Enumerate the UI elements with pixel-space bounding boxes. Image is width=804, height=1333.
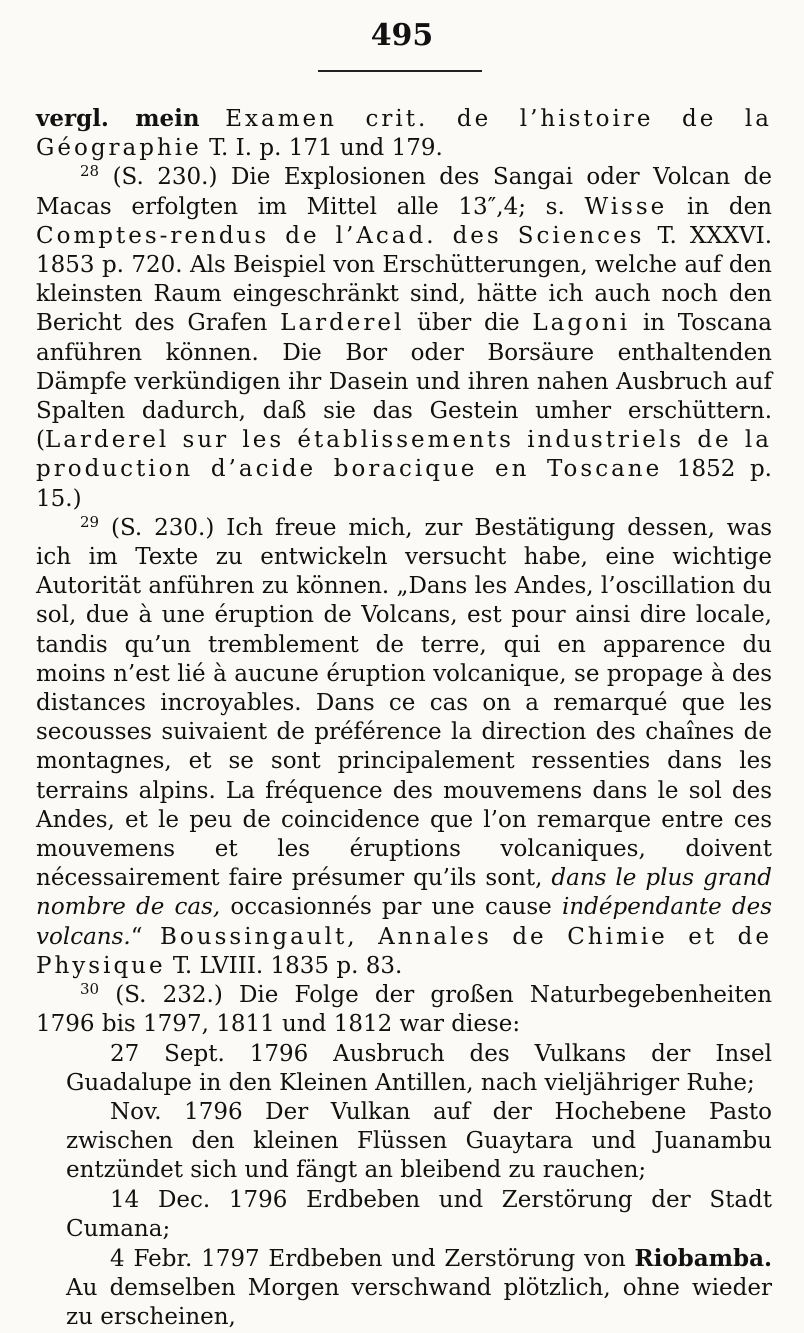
header-rule xyxy=(318,70,482,72)
footnote-number: 28 xyxy=(80,162,100,181)
list-item: 27 Sept. 1796 Ausbruch des Vulkans der Insel Guadalupe in den Kleinen Antillen, nach vieljähriger Ruhe; xyxy=(66,1040,772,1096)
footnote-number: 30 xyxy=(80,980,100,999)
footnote-29: $^{29}$ (S. 230.) Ich freue mich, zur Bestätigung dessen, was ich im Texte zu entwickeln versucht habe, eine wichtige Autorität anführen zu können. „Dans les Andes, l’oscillation du sol, due à une éruption de Volcans, est pour ainsi dire locale, tandis qu’un tremblement de terre, qui en apparence du moins n’est lié à aucune éruption volcanique, se propage à des distances incroyables. Dans ce cas on a remarqué que les secousses suivaient de préférence la direction des chaînes de montagnes, et se sont principalement ressenties dans les terrains alpins. La fréquence des mouvemens dans le sol des Andes, et le peu de coincidence que l’on remarque entre ces mouvemens et les éruptions volcaniques, doivent nécessairement faire présumer qu’ils sont, dans le plus grand nombre de cas, occasionnés par une cause indépendante des volcans.“ Boussingault, Annales de Chimie et de Physique T. LVIII. 1835 p. 83. xyxy=(36,512,773,979)
footnote-28: $^{28}$ (S. 230.) Die Explosionen des Sangai oder Volcan de Macas erfolgten im Mittel alle 13″,4; s. Wisse in den Comptes-rendus de l’Acad. des Sciences T. XXXVI. 1853 p. 720. Als Beispiel von Erschütterungen, welche auf den kleinsten Raum eingeschränkt sind, hätte ich auch noch den Bericht des Grafen Larderel über die Lagoni in Toscana anführen können. Die Bor oder Borsäure enthaltenden Dämpfe verkündigen ihr Dasein und ihren nahen Ausbruch auf Spalten dadurch, daß sie das Gestein umher erschüttern. (Larderel sur les établissements industriels de la production d’acide boracique en Toscane 1852 p. 15.) xyxy=(36,162,773,512)
page-number: 495 xyxy=(370,18,434,53)
list-item: Nov. 1796 Der Vulkan auf der Hochebene Pasto zwischen den kleinen Flüssen Guaytara und Juanambu entzündet sich und fängt an bleibend zu rauchen; xyxy=(66,1098,772,1184)
list-item: 14 Dec. 1796 Erdbeben und Zerstörung der Stadt Cumana; xyxy=(66,1186,772,1242)
footnote-30: $^{30}$ (S. 232.) Die Folge der großen Naturbegebenheiten 1796 bis 1797, 1811 und 1812 war diese: xyxy=(36,980,773,1038)
paragraph-continuation: vergl. mein Examen crit. de l’histoire de la Géographie T. I. p. 171 und 179. xyxy=(36,105,772,162)
footnote-number: 29 xyxy=(80,512,100,531)
body-text xyxy=(36,104,772,1333)
list-item: 4 Febr. 1797 Erdbeben und Zerstörung von Riobamba. Au demselben Morgen verschwand plötzlich, ohne wieder zu erscheinen, xyxy=(66,1244,772,1331)
